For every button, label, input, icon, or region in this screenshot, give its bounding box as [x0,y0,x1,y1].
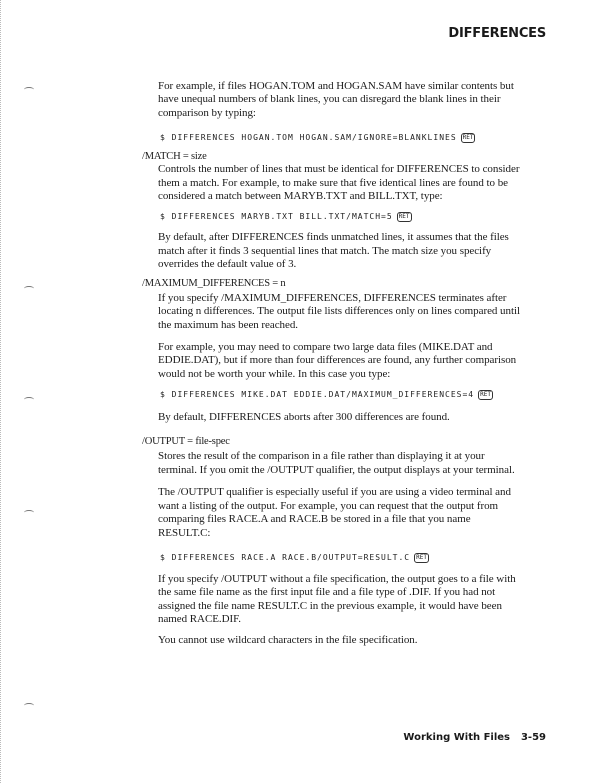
command-text: $ DIFFERENCES MARYB.TXT BILL.TXT/MATCH=5 [160,212,393,221]
command-text: $ DIFFERENCES MIKE.DAT EDDIE.DAT/MAXIMUM_DIFFERENCES=4 [160,390,475,399]
text-line: terminal. If you omit the /OUTPUT qualifier, the output displays at your terminal. [158,464,515,476]
text-line: want a listing of the output. For example, you can request that the output from [158,500,499,512]
command-example [160,132,475,144]
text-line: If you specify /OUTPUT without a file specification, the output goes to a file with [158,573,516,585]
page-edge [0,0,4,783]
text-line: For example, you may need to compare two large data files (MIKE.DAT and [158,341,493,353]
running-header: DIFFERENCES [448,26,546,41]
text-line: locating n differences. The output file lists differences only on lines compared until [158,305,520,317]
margin-mark [24,397,34,402]
text-line: By default, after DIFFERENCES finds unmatched lines, it assumes that the files [158,231,509,243]
page-number: 3-59 [520,732,546,743]
text-line: named RACE.DIF. [158,613,242,625]
margin-mark [24,703,34,708]
text-line: match after it finds 3 sequential lines that match. The match size you specify [158,245,492,257]
command-text: $ DIFFERENCES RACE.A RACE.B/OUTPUT=RESULT.C [160,553,411,562]
text-line: If you specify /MAXIMUM_DIFFERENCES, DIFFERENCES terminates after [158,292,507,304]
text-line: RESULT.C: [158,527,211,539]
qualifier-heading: /MAXIMUM_DIFFERENCES = n [142,278,286,289]
command-example [160,552,429,564]
margin-mark [24,510,34,515]
text-line: comparing files RACE.A and RACE.B be stored in a file that you name [158,513,471,525]
command-example [160,389,493,401]
text-line: them a match. For example, to make sure that five identical lines are found to be [158,177,508,189]
text-line: would not be worth your while. In this case you type: [158,368,391,380]
return-key-icon: RET [416,554,427,561]
text-line: comparison by typing: [158,107,256,119]
text-line: the maximum has been reached. [158,319,298,331]
return-key-icon: RET [462,134,474,141]
qualifier-heading: /MATCH = size [142,151,207,162]
text-line: Stores the result of the comparison in a file rather than displaying it at your [158,450,485,462]
text-line: By default, DIFFERENCES aborts after 300 differences are found. [158,411,450,423]
command-text: $ DIFFERENCES HOGAN.TOM HOGAN.SAM/IGNORE=BLANKLINES [160,133,457,142]
text-line: EDDIE.DAT), but if more than four differences are found, any further comparison [158,354,517,366]
margin-mark [24,286,34,291]
text-line: You cannot use wildcard characters in the file specification. [158,634,418,646]
text-line: have unequal numbers of blank lines, you can disregard the blank lines in their [158,93,501,105]
text-line: assigned the file name RESULT.C in the previous example, it would have been [158,600,502,612]
command-example [160,211,412,223]
text-line: overrides the default value of 3. [158,258,297,270]
text-line: For example, if files HOGAN.TOM and HOGAN.SAM have similar contents but [158,80,514,92]
footer-section-title: Working With Files [403,732,510,743]
margin-mark [24,87,34,92]
return-key-icon: RET [480,391,491,398]
text-line: Controls the number of lines that must be identical for DIFFERENCES to consider [158,163,520,175]
return-key-icon: RET [398,213,410,220]
qualifier-heading: /OUTPUT = file-spec [142,436,230,447]
text-line: The /OUTPUT qualifier is especially useful if you are using a video terminal and [158,486,511,498]
text-line: considered a match between MARYB.TXT and BILL.TXT, type: [158,190,443,202]
text-line: the same file name as the first input file and a file type of .DIF. If you had not [158,586,496,598]
